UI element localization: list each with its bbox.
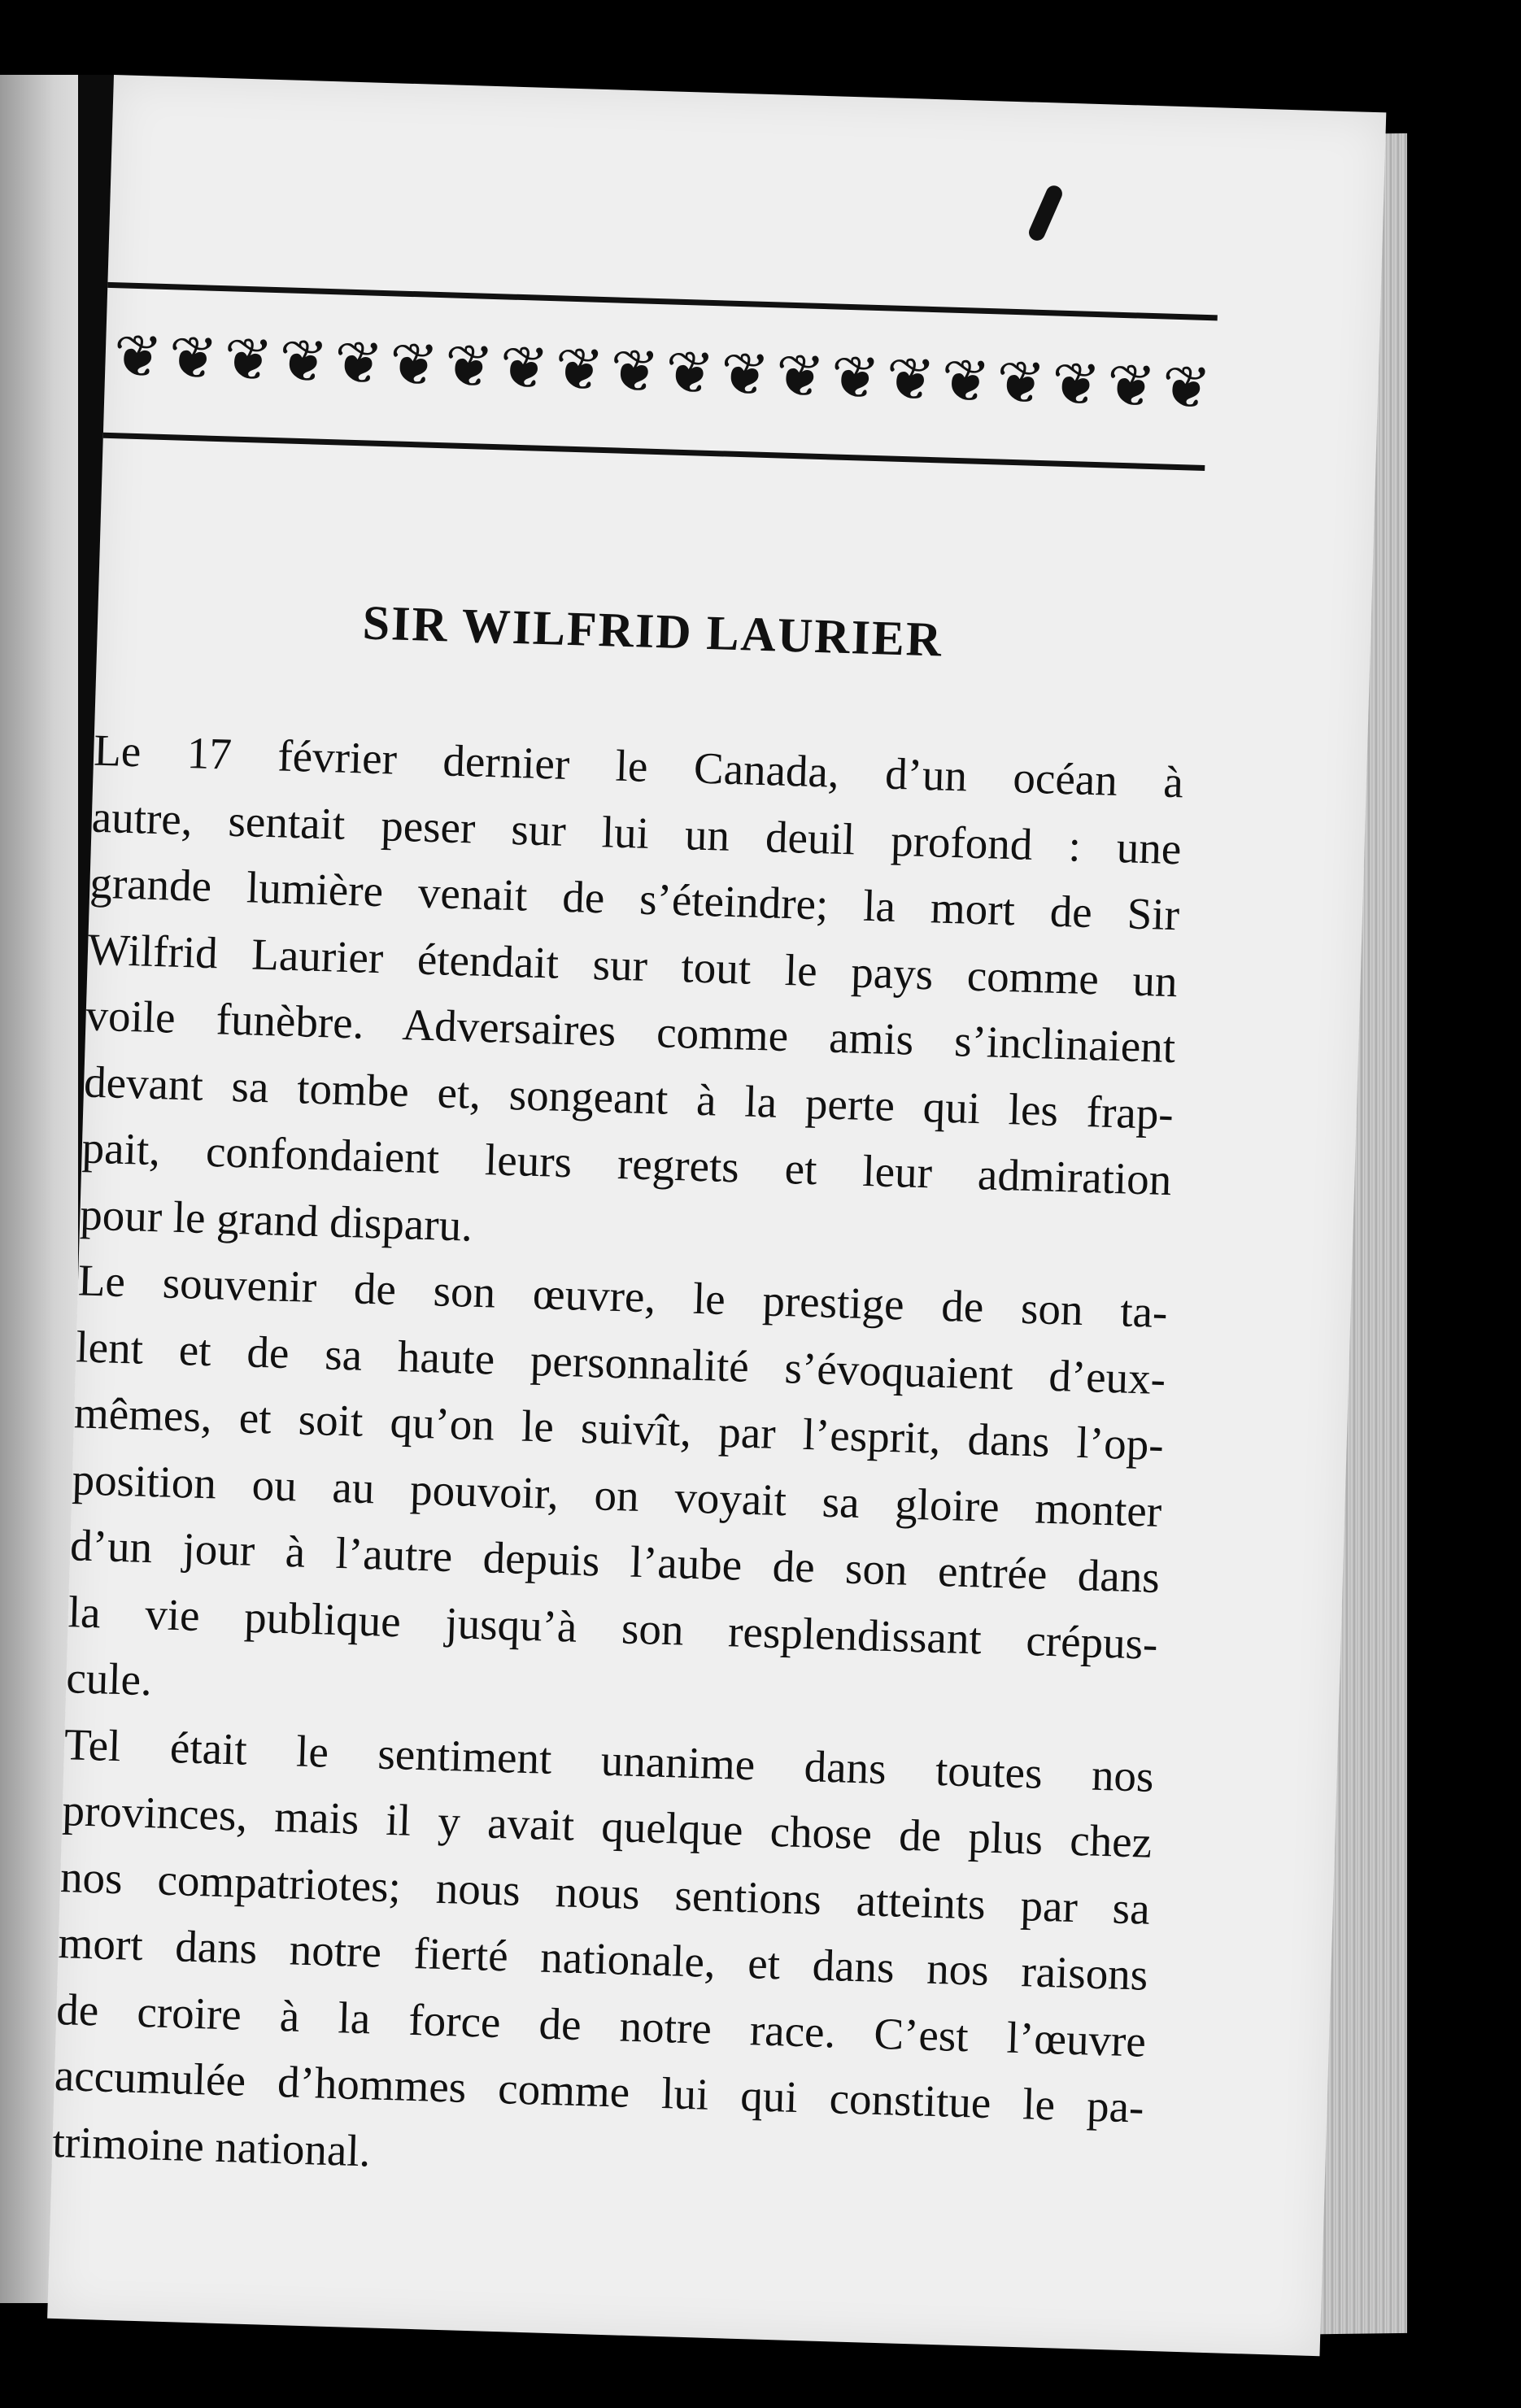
maple-leaf-icon: ❦	[940, 346, 991, 416]
maple-leaf-icon: ❦	[830, 342, 882, 413]
maple-leaf-icon: ❦	[774, 341, 826, 411]
maple-leaf-icon: ❦	[223, 324, 274, 394]
maple-leaf-icon: ❦	[664, 337, 716, 408]
text-line: mort dans notre fierté nationale, et dans nos raisons	[57, 1918, 1149, 2000]
chapter-title: SIR WILFRID LAURIER	[361, 595, 944, 667]
text-line: Le souvenir de son œuvre, le prestige de son ta-	[77, 1255, 1169, 1338]
text-line: trimoine national.	[51, 2116, 372, 2175]
maple-leaf-icon: ❦	[719, 339, 771, 410]
maple-leaf-icon: ❦	[499, 333, 551, 403]
maple-leaf-icon: ❦	[1050, 349, 1102, 420]
paragraph-1	[79, 717, 1184, 1279]
text-line: la vie publique jusqu’à son resplendissant crépus-	[68, 1586, 1159, 1669]
maple-leaf-icon: ❦	[1105, 351, 1157, 421]
maple-leaf-icon: ❦	[112, 321, 164, 391]
text-line: mêmes, et soit qu’on le suivît, par l’esprit, dans l’op-	[73, 1387, 1165, 1470]
text-line: devant sa tombe et, songeant à la perte qui les frap-	[83, 1056, 1175, 1139]
text-line: provinces, mais il y avait quelque chose de plus chez	[61, 1785, 1153, 1867]
maple-leaf-icon: ❦	[443, 331, 495, 401]
maple-leaf-icon: ❦	[278, 326, 329, 396]
maple-leaf-icon: ❦	[609, 336, 660, 407]
ink-speck	[1026, 183, 1065, 243]
text-line: cule.	[65, 1653, 153, 1705]
text-line: nos compatriotes; nous nous sentions atteints par sa	[59, 1851, 1151, 1934]
text-line: d’un jour à l’autre depuis l’aube de son entrée dans	[69, 1520, 1161, 1602]
book-page	[47, 75, 1386, 2356]
text-line: de croire à la force de notre race. C’est l’œuvre	[55, 1983, 1147, 2066]
maple-leaf-icon: ❦	[1161, 352, 1213, 423]
maple-leaf-icon: ❦	[885, 344, 937, 415]
text-line: pour le grand disparu.	[79, 1188, 473, 1251]
maple-leaf-icon: ❦	[333, 328, 385, 398]
text-line: position ou au pouvoir, on voyait sa gloire monter	[71, 1453, 1163, 1536]
maple-leaf-icon: ❦	[554, 334, 606, 405]
text-line: Le 17 février dernier le Canada, d’un océan à	[93, 725, 1184, 808]
paragraph-3	[51, 1711, 1154, 2207]
maple-leaf-icon: ❦	[388, 329, 440, 399]
header-rule-bottom	[103, 433, 1205, 471]
text-line: Tel était le sentiment unanime dans toutes nos	[63, 1718, 1155, 1801]
text-line: accumulée d’hommes comme lui qui constitue le pa-	[54, 2049, 1145, 2132]
text-line: grande lumière venait de s’éteindre; la mort de Sir	[89, 857, 1180, 940]
text-line: voile funèbre. Adversaires comme amis s’inclinaient	[85, 990, 1177, 1073]
text-line: lent et de sa haute personnalité s’évoquaient d’eux-	[75, 1321, 1166, 1404]
body-text	[51, 717, 1184, 2207]
text-line: Wilfrid Laurier étendait sur tout le pays comme un	[87, 924, 1179, 1006]
maple-leaf-icon: ❦	[168, 323, 220, 393]
paragraph-2	[65, 1247, 1168, 1743]
text-line: autre, sentait peser sur lui un deuil profond : une	[91, 791, 1183, 873]
maple-leaf-icon: ❦	[996, 347, 1047, 418]
text-line: pait, confondaient leurs regrets et leur admiration	[81, 1122, 1173, 1205]
maple-leaf-ornament-band	[112, 311, 1213, 433]
